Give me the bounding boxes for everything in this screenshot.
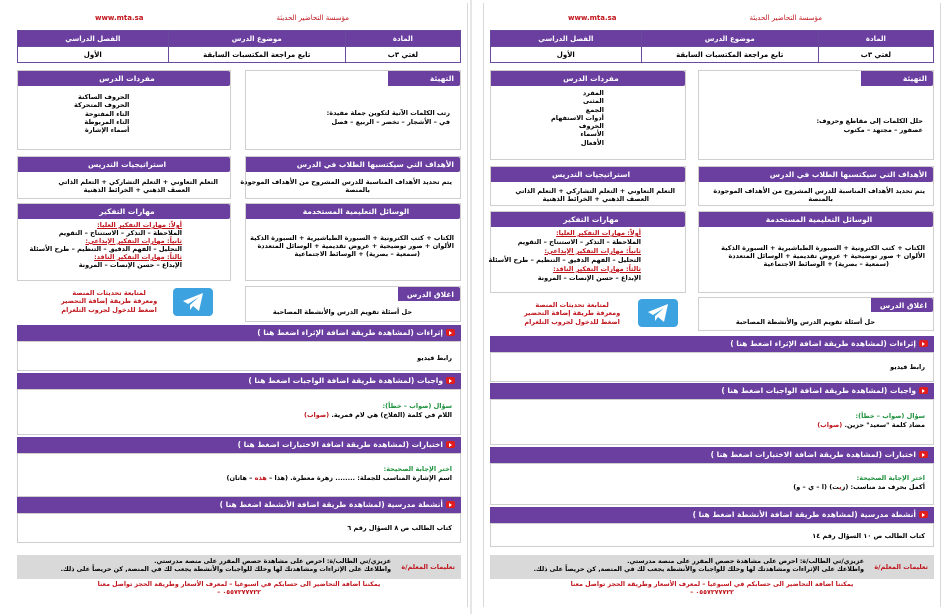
homework-bar[interactable]: [17, 373, 461, 389]
lesson-info-table: [17, 30, 461, 63]
homework-bar[interactable]: [490, 383, 934, 399]
footer-line: يمكننا اضافة التحاضير الى حسابكم في اسبوعيا – لمعرف الأسعار وطريقة الحجز تواصل معنا: [570, 581, 854, 588]
strategies-title: استراتيجيات التدريس: [491, 167, 685, 182]
topic-header: موضوع الدرس: [641, 31, 818, 47]
org-name: مؤسسة التحاضير الحديثة: [749, 14, 822, 22]
strategies-box: [490, 166, 686, 206]
tests-bar[interactable]: [17, 437, 461, 453]
youtube-icon[interactable]: [919, 451, 928, 458]
warmup-title: التهيئة: [388, 71, 460, 86]
warmup-line-1: حلل الكلمات إلى مقاطع وحروف:: [816, 117, 923, 125]
objectives-title: الأهداف التي سيكتسبها الطلاب في الدرس: [246, 157, 460, 172]
skills-h1: أولاً: مهارات التفكير العليا:: [97, 221, 182, 229]
skills-l1: الملاحظة – التذكر – الاستنتاج – التقويم: [58, 229, 182, 237]
objectives-box: [698, 166, 934, 206]
vocab-item: المفرد: [582, 89, 604, 97]
strategies-title: استراتيجيات التدريس: [18, 157, 230, 172]
aids-line-2: الألوان + صور توضيحية + عروض تقديمية + الوسائل المتعددة: [257, 242, 454, 250]
tests-question: [227, 474, 453, 482]
activities-body: [490, 523, 934, 547]
youtube-icon[interactable]: [446, 501, 455, 508]
aids-title: الوسائل التعليمية المستخدمة: [699, 212, 933, 227]
semester-header: الفصل الدراسي: [491, 31, 642, 47]
strategies-box: [17, 156, 231, 199]
homework-question-type: سؤال (صواب – خطأ):: [855, 412, 925, 420]
vocab-item: الحروف الساكنة: [78, 93, 130, 101]
homework-question-text: اللام في كلمة (الفلاح) هي لام قمرية.: [329, 411, 452, 419]
teacher-notes-label: تعليمات المعلم/ة: [874, 563, 928, 571]
skills-title: مهارات التفكير: [18, 204, 230, 219]
closing-box: [698, 297, 934, 331]
telegram-line: ومعرفة طريقة إضافة التحضير: [524, 309, 621, 318]
homework-answer: (صواب): [817, 421, 843, 429]
tests-question-text: اسم الإشارة المناسب للجملة: ........ زهرة معطرة. (هذا –: [266, 474, 452, 482]
homework-title: واجبات (لمشاهدة طريقة اضافة الواجبات اضغط هنا ): [248, 376, 443, 385]
enrich-body: [490, 352, 934, 382]
homework-question: [817, 421, 925, 429]
page-gap: [470, 0, 472, 614]
vocab-list: [551, 89, 604, 147]
aids-title: الوسائل التعليمية المستخدمة: [246, 204, 460, 219]
homework-question: [304, 411, 452, 419]
teacher-notes-line: عزيزي/تي الطالب/ة: احرص على مشاهدة حصص المقرر على منصة مدرستي.: [627, 558, 864, 565]
telegram-icon[interactable]: [173, 288, 213, 316]
telegram-line: اضغط للدخول لجروب التلغرام: [524, 317, 620, 326]
website-link[interactable]: www.mta.sa: [568, 14, 617, 22]
aids-line-1: الكتاب + كتب الكترونية + السبورة الطباشيرية + السبورة الذكية: [721, 244, 925, 252]
tests-title: اختبارات (لمشاهدة طريقة اضافة الاختبارات اضغط هنا ): [237, 440, 443, 449]
closing-title: اغلاق الدرس: [871, 298, 933, 312]
enrich-text[interactable]: رابط فيديو: [890, 363, 925, 371]
lesson-info-table: [490, 30, 934, 63]
tests-bar[interactable]: [490, 447, 934, 463]
activities-text: كتاب الطالب ص ١٠ السؤال رقم ١٤: [812, 532, 925, 540]
enrich-bar[interactable]: [490, 336, 934, 352]
strategies-line-1: التعلم التعاوني + التعلم التشاركي + التعلم الذاتي: [58, 178, 218, 186]
tests-title: اختبارات (لمشاهدة طريقة اضافة الاختبارات اضغط هنا ): [710, 450, 916, 459]
objectives-line-2: بالمنصة: [808, 195, 833, 203]
aids-line-3: (سمعية – بصرية) + الوسائط الاجتماعية: [294, 250, 420, 258]
subject-header: المادة: [818, 31, 933, 47]
subject-value: لغتي ٣ب: [345, 47, 460, 63]
vocab-box: [17, 70, 231, 150]
vocab-list: [74, 93, 129, 134]
skills-l2: التحليل – الفهم الدقيق – التنظيم – طرح الأسئلة: [29, 245, 182, 253]
vocab-item: أدوات الاستفهام: [551, 113, 604, 122]
skills-title: مهارات التفكير: [491, 212, 685, 227]
topic-value: تابع مراجعة المكتسبات السابقة: [641, 47, 818, 63]
teacher-notes-text: [61, 558, 391, 574]
telegram-line: ومعرفة طريقة إضافة التحضير: [61, 297, 158, 306]
tests-question-type: اختر الإجابة الصحيحة:: [856, 474, 925, 482]
teacher-notes-label: تعليمات المعلم/ة: [401, 563, 455, 571]
vocab-item: التاء المربوطة: [84, 117, 130, 126]
youtube-icon[interactable]: [446, 441, 455, 448]
youtube-icon[interactable]: [446, 329, 455, 336]
vocab-item: الحروف: [578, 122, 604, 131]
semester-header: الفصل الدراسي: [18, 31, 169, 47]
vocab-item: الجمع: [585, 105, 604, 114]
warmup-title: التهيئة: [861, 71, 933, 86]
page-footer: [484, 581, 940, 597]
activities-title: أنشطة مدرسية (لمشاهدة طريقة اضافة الأنشطة اضغط هنا ): [219, 500, 443, 509]
vocab-box: [490, 70, 686, 160]
semester-value: الأول: [491, 47, 642, 63]
youtube-icon[interactable]: [919, 387, 928, 394]
org-name: مؤسسة التحاضير الحديثة: [276, 14, 349, 22]
footer-phone: ٠٥٥٧٢٧٧٧٢٢ –: [217, 589, 261, 596]
skills-h2: ثانياً: مهارات التفكير الإبداعي:: [544, 247, 641, 255]
tests-question: [793, 483, 925, 491]
topic-header: موضوع الدرس: [168, 31, 345, 47]
tests-question-tail: ت) (ا – ي – و): [793, 483, 840, 491]
strategies-line-1: التعلم التعاوني + التعلم التشاركي + التعلم الذاتي: [515, 187, 675, 195]
homework-question-text: مضاد كلمة "سعيد" حزين.: [842, 421, 925, 429]
tests-question-type: اختر الإجابة الصحيحة:: [383, 465, 452, 473]
objectives-box: [240, 156, 461, 199]
skills-l3: الإبداع – حسن الإنصات – المرونة: [78, 261, 182, 269]
tests-question-tail: – هاتان): [226, 474, 255, 482]
skills-l2: التحليل – الفهم الدقيق – التنظيم – طرح الأسئلة: [488, 256, 641, 264]
activities-bar[interactable]: [490, 507, 934, 523]
activities-body: [17, 513, 461, 543]
warmup-line-2: في – الأشجار – تخضر – الربيع – فصل: [331, 118, 450, 126]
skills-l3: الإبداع – حسن الإنصات – المرونة: [537, 274, 641, 282]
semester-value: الأول: [18, 47, 169, 63]
skills-h3: ثالثاً: مهارات التفكير الناقد:: [94, 253, 182, 261]
subject-value: لغتي ٣ب: [818, 47, 933, 63]
warmup-line-1: رتب الكلمات الآتية لتكوين جملة مفيدة:: [326, 109, 450, 117]
vocab-item: الأسماء: [580, 130, 604, 139]
tests-question-text: أكمل بحرف مد مناسب: (ز: [841, 483, 925, 491]
homework-title: واجبات (لمشاهدة طريقة اضافة الواجبات اضغط هنا ): [721, 386, 916, 395]
vocab-item: المثنى: [583, 97, 604, 106]
tests-answer: ي: [839, 483, 842, 491]
teacher-notes-line: عزيزي/تي الطالب/ة: احرص على مشاهدة حصص المقرر على منصة مدرستي.: [154, 558, 391, 565]
homework-answer: (صواب): [304, 411, 330, 419]
activities-bar[interactable]: [17, 497, 461, 513]
vocab-item: التاء المفتوحة: [84, 109, 130, 118]
aids-line-2: الألوان + صور توضيحية + عروض تقديمية + الوسائل المتعددة: [728, 252, 925, 260]
telegram-icon[interactable]: [638, 299, 678, 327]
teacher-notes-text: [534, 558, 864, 574]
lesson-page-left: [11, 3, 468, 607]
closing-box: [245, 286, 461, 322]
homework-question-type: سؤال (صواب – خطأ):: [382, 402, 452, 410]
warmup-line-2: عصفور – مجتهد – مكتوب: [843, 126, 923, 134]
topic-value: تابع مراجعة المكتسبات السابقة: [168, 47, 345, 63]
objectives-line-2: بالمنصة: [345, 186, 370, 194]
aids-box: [245, 203, 461, 281]
teacher-notes: [17, 555, 461, 579]
enrich-title: إثراءات (لمشاهدة طريقة اضافة الإثراء اضغط هنا ): [257, 328, 443, 337]
closing-text: حل أسئلة تقويم الدرس والأنشطة المصاحبة: [735, 318, 875, 326]
aids-line-1: الكتاب + كتب الكترونية + السبورة الطباشيرية + السبورة الذكية: [250, 234, 454, 242]
skills-l1: الملاحظة – التذكر – الاستنتاج – التقويم: [517, 238, 641, 246]
warmup-box: [698, 70, 934, 160]
aids-box: [698, 211, 934, 293]
vocab-title: مفردات الدرس: [491, 71, 685, 86]
strategies-line-2: العصف الذهني + الخرائط الذهنية: [542, 195, 649, 203]
tests-body: [17, 453, 461, 497]
tests-body: [490, 463, 934, 505]
telegram-promo[interactable]: [524, 301, 620, 326]
telegram-line: لمتابعة تحديثات المنصة: [535, 301, 609, 309]
vocab-title: مفردات الدرس: [18, 71, 230, 86]
teacher-notes-line: واطلاعك على الإثراءات ومشاهدتك لها وحلك للواجبات والأنشطة يجعب لك في المنصة, كن حريصاً على ذلك.: [533, 566, 864, 573]
activities-text: كتاب الطالب ص ٨ السؤال رقم ٦: [347, 524, 452, 532]
enrich-title: إثراءات (لمشاهدة طريقة اضافة الإثراء اضغط هنا ): [730, 339, 916, 348]
youtube-icon[interactable]: [919, 511, 928, 518]
enrich-body: [17, 341, 461, 371]
homework-body: [17, 389, 461, 435]
telegram-line: اضغط للدخول لجروب التلغرام: [61, 305, 157, 314]
enrich-text[interactable]: رابط فيديو: [417, 354, 452, 362]
enrich-bar[interactable]: [17, 325, 461, 341]
telegram-line: لمتابعة تحديثات المنصة: [72, 289, 146, 297]
footer-line: يمكننا اضافة التحاضير الى حسابكم في اسبوعيا – لمعرف الأسعار وطريقة الحجز تواصل معنا: [97, 581, 381, 588]
teacher-notes-line: واطلاعك على الإثراءات ومشاهدتك لها وحلك للواجبات والأنشطة يجعب لك في المنصة, كن حريصاً على ذلك.: [60, 566, 391, 573]
website-link[interactable]: www.mta.sa: [95, 14, 144, 22]
skills-box: [17, 203, 231, 281]
objectives-line-1: يتم تحديد الأهداف المناسبة للدرس المشروح من الأهداف الموجودة: [713, 187, 925, 195]
skills-box: [490, 211, 686, 293]
page-footer: [11, 581, 467, 597]
closing-title: اغلاق الدرس: [398, 287, 460, 301]
footer-phone: ٠٥٥٧٢٧٧٧٢٢ –: [690, 589, 734, 596]
objectives-line-1: يتم تحديد الأهداف المناسبة للدرس المشروح من الأهداف الموجودة: [240, 178, 452, 186]
subject-header: المادة: [345, 31, 460, 47]
lesson-page-right: [483, 3, 941, 607]
telegram-promo[interactable]: [61, 289, 157, 314]
warmup-box: [245, 70, 461, 150]
youtube-icon[interactable]: [919, 340, 928, 347]
skills-h1: أولاً: مهارات التفكير العليا:: [556, 229, 641, 237]
activities-title: أنشطة مدرسية (لمشاهدة طريقة اضافة الأنشطة اضغط هنا ): [692, 510, 916, 519]
closing-text: حل أسئلة تقويم الدرس والأنشطة المصاحبة: [272, 308, 412, 316]
vocab-item: الحروف المتحركة: [74, 101, 130, 110]
vocab-item: الأفعال: [580, 138, 604, 147]
skills-h2: ثانياً: مهارات التفكير الإبداعي:: [85, 237, 182, 245]
objectives-title: الأهداف التي سيكتسبها الطلاب في الدرس: [699, 167, 933, 182]
vocab-item: أسماء الإشارة: [84, 126, 130, 135]
aids-line-3: (سمعية – بصرية) + الوسائط الاجتماعية: [763, 260, 889, 268]
teacher-notes: [490, 555, 934, 579]
youtube-icon[interactable]: [446, 377, 455, 384]
homework-body: [490, 399, 934, 445]
skills-h3: ثالثاً: مهارات التفكير الناقد:: [553, 265, 641, 273]
strategies-line-2: العصف الذهني + الخرائط الذهنية: [83, 186, 190, 194]
tests-answer: هذه: [254, 474, 267, 482]
